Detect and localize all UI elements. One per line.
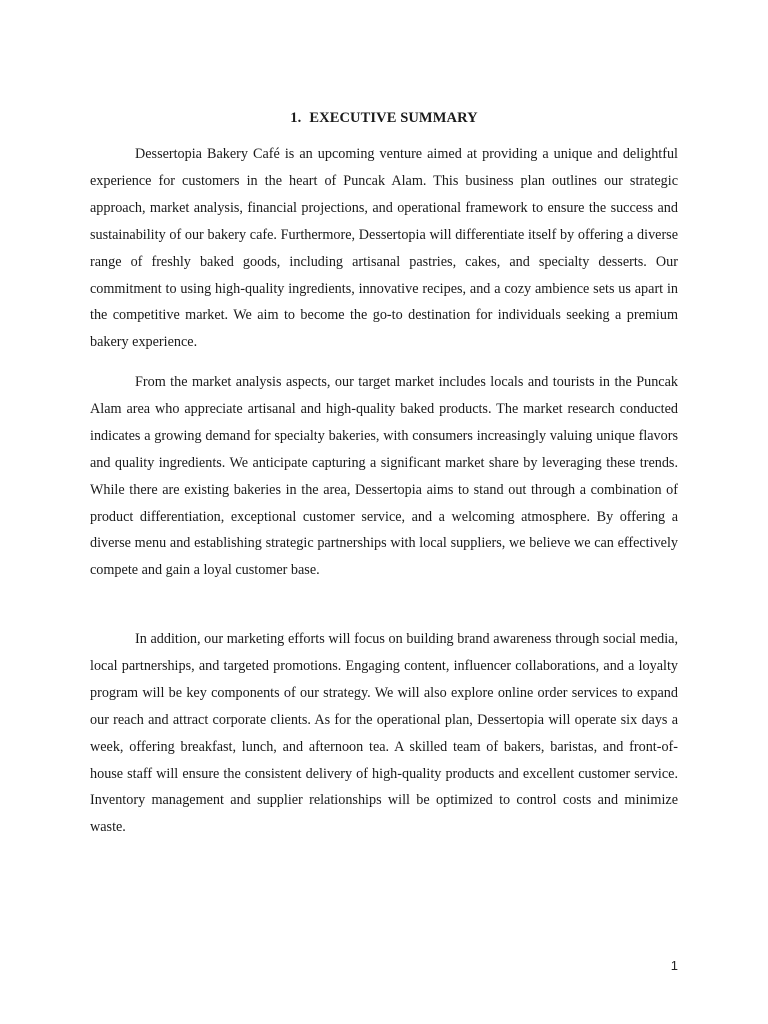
section-title: EXECUTIVE SUMMARY [309,110,478,126]
page-number: 1 [670,958,678,973]
paragraph-market-analysis: From the market analysis aspects, our target market includes locals and tourists in the Puncak Alam area who appreciate artisanal and high-quality baked products. The market research conducted indicates a growing demand for specialty bakeries, with consumers increasingly valuing unique flavors and quality ingredients. We anticipate capturing a significant market share by leveraging these trends. While there are existing bakeries in the area, Dessertopia aims to stand out through a combination of product differentiation, exceptional customer service, and a welcoming atmosphere. By offering a diverse menu and establishing strategic partnerships with local suppliers, we believe we can effectively compete and gain a loyal customer base. [90,374,678,579]
paragraph-introduction: Dessertopia Bakery Café is an upcoming venture aimed at providing a unique and delightful experience for customers in the heart of Puncak Alam. This business plan outlines our strategic approach, market analysis, financial projections, and operational framework to ensure the success and sustainability of our bakery cafe. Furthermore, Dessertopia will differentiate itself by offering a diverse range of freshly baked goods, including artisanal pastries, cakes, and specialty desserts. Our commitment to using high-quality ingredients, innovative recipes, and a cozy ambience sets us apart in the competitive market. We aim to become the go-to destination for individuals seeking a premium bakery experience. [90,146,678,351]
section-number: 1. [290,110,302,126]
paragraph-marketing-operations: In addition, our marketing efforts will focus on building brand awareness through social media, local partnerships, and targeted promotions. Engaging content, influencer collaborations, and a loyalty program will be key components of our strategy. We will also explore online order services to expand our reach and attract corporate clients. As for the operational plan, Dessertopia will operate six days a week, offering breakfast, lunch, and afternoon tea. A skilled team of bakers, baristas, and front-of-house staff will ensure the consistent delivery of high-quality products and excellent customer service. Inventory management and supplier relationships will be optimized to control costs and minimize waste. [90,631,678,836]
section-heading [0,108,768,128]
